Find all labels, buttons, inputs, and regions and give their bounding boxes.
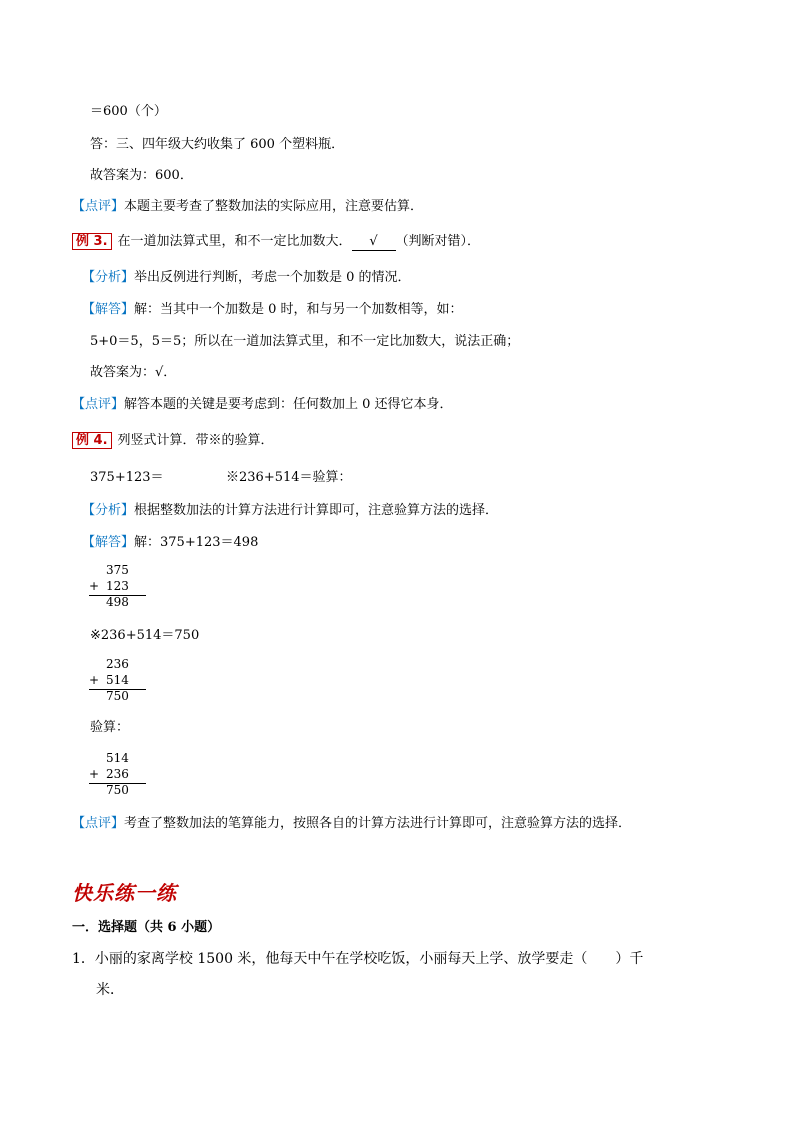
review-text: 解答本题的关键是要考虑到：任何数加上 0 还得它本身． bbox=[124, 397, 453, 412]
section-heading: 一．选择题（共 6 小题） bbox=[72, 920, 221, 935]
addend-bottom: 514 bbox=[106, 673, 129, 687]
answer-blank: √ bbox=[352, 234, 396, 251]
plus-sign: + bbox=[89, 579, 100, 593]
example-3-badge: 例 3. bbox=[72, 233, 112, 250]
example-4-badge: 例 4. bbox=[72, 432, 112, 449]
question-1-line-1: 1．小丽的家离学校 1500 米，他每天中午在学校吃饭，小丽每天上学、放学要走（ ）千 bbox=[72, 951, 644, 967]
expression-2: ※236+514＝验算： bbox=[226, 470, 352, 485]
example-3-question-text: 在一道加法算式里，和不一定比加数大． bbox=[117, 234, 352, 249]
example-3-question-suffix: （判断对错）． bbox=[395, 234, 481, 249]
review-tag: 【点评】 bbox=[72, 199, 125, 214]
review-text: 本题主要考查了整数加法的实际应用，注意要估算． bbox=[124, 199, 424, 214]
answer-text: 解：当其中一个加数是 0 时，和与另一个加数相等，如： bbox=[134, 302, 463, 317]
expression-3: ※236+514＝750 bbox=[90, 628, 200, 643]
addend-top: 375 bbox=[106, 563, 129, 577]
answer-text: 解：375+123＝498 bbox=[134, 535, 259, 550]
analysis-tag: 【分析】 bbox=[82, 503, 135, 518]
sum-result: 750 bbox=[106, 783, 129, 797]
review-line bbox=[72, 199, 423, 215]
example-4-answer bbox=[82, 535, 258, 551]
analysis-tag: 【分析】 bbox=[82, 270, 135, 285]
sum-result: 498 bbox=[106, 595, 129, 609]
addend-top: 514 bbox=[106, 751, 129, 765]
check-label: 验算： bbox=[90, 720, 130, 735]
example-3-final: 故答案为：√． bbox=[90, 365, 177, 380]
equation-line: ＝600（个） bbox=[90, 104, 167, 119]
example-4-review bbox=[72, 816, 631, 832]
review-tag: 【点评】 bbox=[72, 397, 125, 412]
review-text: 考查了整数加法的笔算能力，按照各自的计算方法进行计算即可，注意验算方法的选择． bbox=[124, 816, 632, 831]
addend-bottom: 236 bbox=[106, 767, 129, 781]
example-4-question-text: 列竖式计算．带※的验算． bbox=[117, 433, 274, 448]
example-3-review bbox=[72, 397, 453, 413]
sum-result: 750 bbox=[106, 689, 129, 703]
analysis-text: 举出反例进行判断，考虑一个加数是 0 的情况． bbox=[134, 270, 411, 285]
answer-line: 答：三、四年级大约收集了 600 个塑料瓶． bbox=[90, 137, 345, 152]
question-1-line-2: 米． bbox=[96, 982, 124, 998]
example-4-question bbox=[72, 432, 274, 449]
practice-title: 快乐练一练 bbox=[72, 881, 177, 905]
review-tag: 【点评】 bbox=[72, 816, 125, 831]
analysis-text: 根据整数加法的计算方法进行计算即可，注意验算方法的选择． bbox=[134, 503, 499, 518]
plus-sign: + bbox=[89, 767, 100, 781]
expression-1: 375+123＝ bbox=[90, 470, 164, 485]
answer-tag: 【解答】 bbox=[82, 302, 135, 317]
example-3-answer bbox=[82, 302, 463, 318]
answer-tag: 【解答】 bbox=[82, 535, 135, 550]
addend-bottom: 123 bbox=[106, 579, 129, 593]
final-answer-line: 故答案为：600． bbox=[90, 168, 193, 183]
example-3-answer-detail: 5+0＝5，5＝5；所以在一道加法算式里，和不一定比加数大，说法正确； bbox=[90, 334, 520, 349]
addend-top: 236 bbox=[106, 657, 129, 671]
plus-sign: + bbox=[89, 673, 100, 687]
example-4-analysis bbox=[82, 503, 498, 519]
example-3-question bbox=[72, 233, 480, 251]
example-3-analysis bbox=[82, 270, 411, 286]
